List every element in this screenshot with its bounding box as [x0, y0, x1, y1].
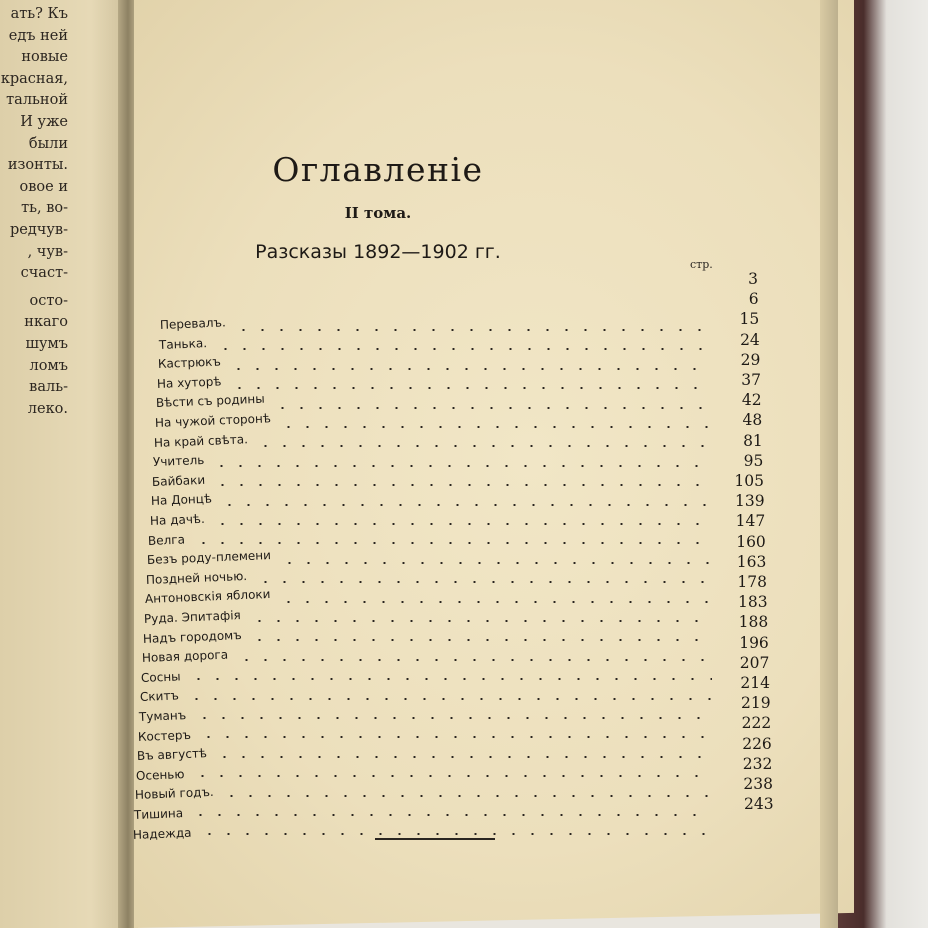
- toc-dot-leader: [199, 736, 712, 738]
- toc-page-number: 81: [743, 431, 763, 450]
- toc-entry-title: На хуторѣ: [156, 374, 222, 391]
- toc-page-number: 222: [741, 714, 772, 733]
- page-title: Оглавленіе: [272, 150, 484, 189]
- toc-entry-title: Велга: [148, 532, 186, 548]
- toc-entry-title: На дачѣ.: [149, 511, 205, 528]
- left-page-line: , чув-: [27, 243, 68, 260]
- toc-dot-leader: [216, 348, 712, 350]
- left-page-line: были: [28, 135, 68, 152]
- toc-dot-leader: [250, 620, 712, 622]
- toc-dot-leader: [220, 504, 712, 506]
- toc-page-number: 105: [734, 472, 764, 490]
- left-page-line: красная,: [0, 70, 68, 87]
- toc-page-number: 207: [739, 653, 770, 672]
- toc-page-number: 183: [738, 593, 768, 612]
- toc-entry-title: Перевалъ.: [159, 315, 227, 332]
- left-page-line: редчув-: [10, 222, 68, 238]
- toc-dot-leader: [187, 698, 712, 700]
- toc-entry-title: Въ августѣ: [136, 746, 208, 764]
- toc-entry-title: Новый годъ.: [134, 785, 214, 803]
- toc-dot-leader: [234, 329, 712, 331]
- toc-page-number: 147: [735, 512, 766, 531]
- left-page-line: шумъ: [25, 336, 68, 352]
- left-page-line: ать? Къ: [10, 6, 68, 22]
- toc-entry-title: Сосны: [140, 669, 181, 685]
- toc-dot-leader: [200, 833, 712, 835]
- toc-dot-leader: [212, 465, 712, 467]
- toc-dot-leader: [191, 814, 712, 816]
- toc-dot-leader: [222, 795, 712, 797]
- toc-page-number: 29: [740, 350, 761, 369]
- toc-entry-title: Кастрюкъ: [157, 354, 222, 372]
- left-page-line: валь-: [29, 379, 68, 396]
- toc-page-number: 214: [740, 674, 770, 692]
- toc-entry-title: Надежда: [132, 825, 192, 842]
- left-page-line: новые: [21, 49, 68, 66]
- toc-page-number: 238: [743, 775, 773, 793]
- toc-dot-leader: [250, 639, 712, 641]
- toc-page-number: 163: [736, 552, 767, 571]
- toc-dot-leader: [237, 659, 712, 661]
- toc-page-number: 15: [739, 310, 760, 329]
- toc-entry-title: На чужой сторонѣ: [154, 411, 271, 430]
- toc-dot-leader: [256, 445, 712, 447]
- toc-dot-leader: [279, 601, 712, 603]
- toc-dot-leader: [195, 717, 712, 719]
- toc-entry-title: Антоновскія яблоки: [145, 587, 272, 607]
- left-page-line: изонты.: [7, 157, 68, 174]
- left-page-line: овое и: [19, 178, 68, 195]
- toc-dot-leader: [194, 542, 712, 544]
- toc-entry-title: Скитъ: [139, 688, 180, 705]
- toc-dot-leader: [189, 678, 712, 680]
- toc-page-number: 6: [748, 290, 759, 309]
- left-page-line: ломъ: [29, 357, 68, 374]
- toc-page-number: 160: [736, 532, 766, 551]
- toc-entry-title: Руда. Эпитафія: [143, 608, 242, 626]
- left-page-line: счаст-: [20, 265, 68, 282]
- toc-entry-title: Костеръ: [137, 727, 192, 744]
- toc-entry-title: Байбаки: [151, 472, 206, 489]
- toc-page-number: 42: [741, 391, 762, 410]
- left-page-line: тальной: [6, 92, 68, 109]
- closing-rule: [375, 838, 495, 840]
- toc-entry-title: Поздней ночью.: [146, 568, 248, 587]
- toc-entry-title: Учитель: [152, 453, 205, 470]
- left-page-line: нкаго: [24, 314, 68, 331]
- section-title: Разсказы 1892—1902 гг.: [255, 241, 501, 263]
- toc-entry-title: Туманъ: [138, 708, 187, 724]
- toc-page-number: 37: [741, 371, 761, 389]
- toc-entry-title: Тишина: [133, 806, 184, 822]
- left-page-line: леко.: [27, 400, 68, 417]
- toc-page-number: 219: [741, 694, 771, 713]
- toc-dot-leader: [215, 756, 712, 758]
- toc-page-number: 178: [737, 573, 767, 591]
- left-page-line: едъ ней: [8, 27, 68, 44]
- toc-dot-leader: [280, 562, 712, 564]
- toc-dot-leader: [213, 484, 712, 486]
- toc-page-number: 232: [742, 754, 773, 773]
- toc-page-number: 95: [743, 451, 764, 470]
- toc-entry-title: На Донцѣ: [150, 491, 212, 509]
- toc-entry-title: На край свѣта.: [153, 431, 248, 450]
- toc-entry-title: Вѣсти съ родины: [155, 392, 265, 411]
- toc-page-number: 226: [742, 734, 772, 753]
- toc-page-number: 243: [744, 795, 774, 814]
- toc-dot-leader: [229, 368, 712, 370]
- toc-entry-title: Новая дорога: [141, 647, 229, 666]
- toc-dot-leader: [279, 426, 712, 428]
- toc-page-number: 48: [742, 411, 763, 430]
- toc-page-number: 188: [738, 613, 769, 632]
- toc-dot-leader: [193, 775, 712, 777]
- toc-page-number: 196: [739, 633, 769, 652]
- left-page-line: И уже: [20, 114, 68, 130]
- toc-dot-leader: [256, 581, 712, 583]
- toc-entry-title: Осенью: [135, 766, 185, 783]
- toc-dot-leader: [273, 407, 712, 409]
- left-page-line: осто-: [29, 292, 68, 309]
- toc-page-number: 139: [735, 492, 765, 511]
- toc-entry-title: Надъ городомъ: [142, 627, 243, 646]
- page-column-label: стр.: [690, 258, 713, 271]
- toc-entry-title: Танька.: [158, 335, 208, 352]
- toc-page-number: 24: [740, 330, 760, 349]
- toc-page-number: 3: [748, 270, 758, 288]
- left-page-line: ть, во-: [21, 200, 68, 217]
- toc-dot-leader: [213, 523, 712, 525]
- toc-entry-title: Безъ роду-племени: [147, 548, 272, 568]
- toc-dot-leader: [230, 387, 712, 389]
- volume-label: II тома.: [344, 204, 412, 222]
